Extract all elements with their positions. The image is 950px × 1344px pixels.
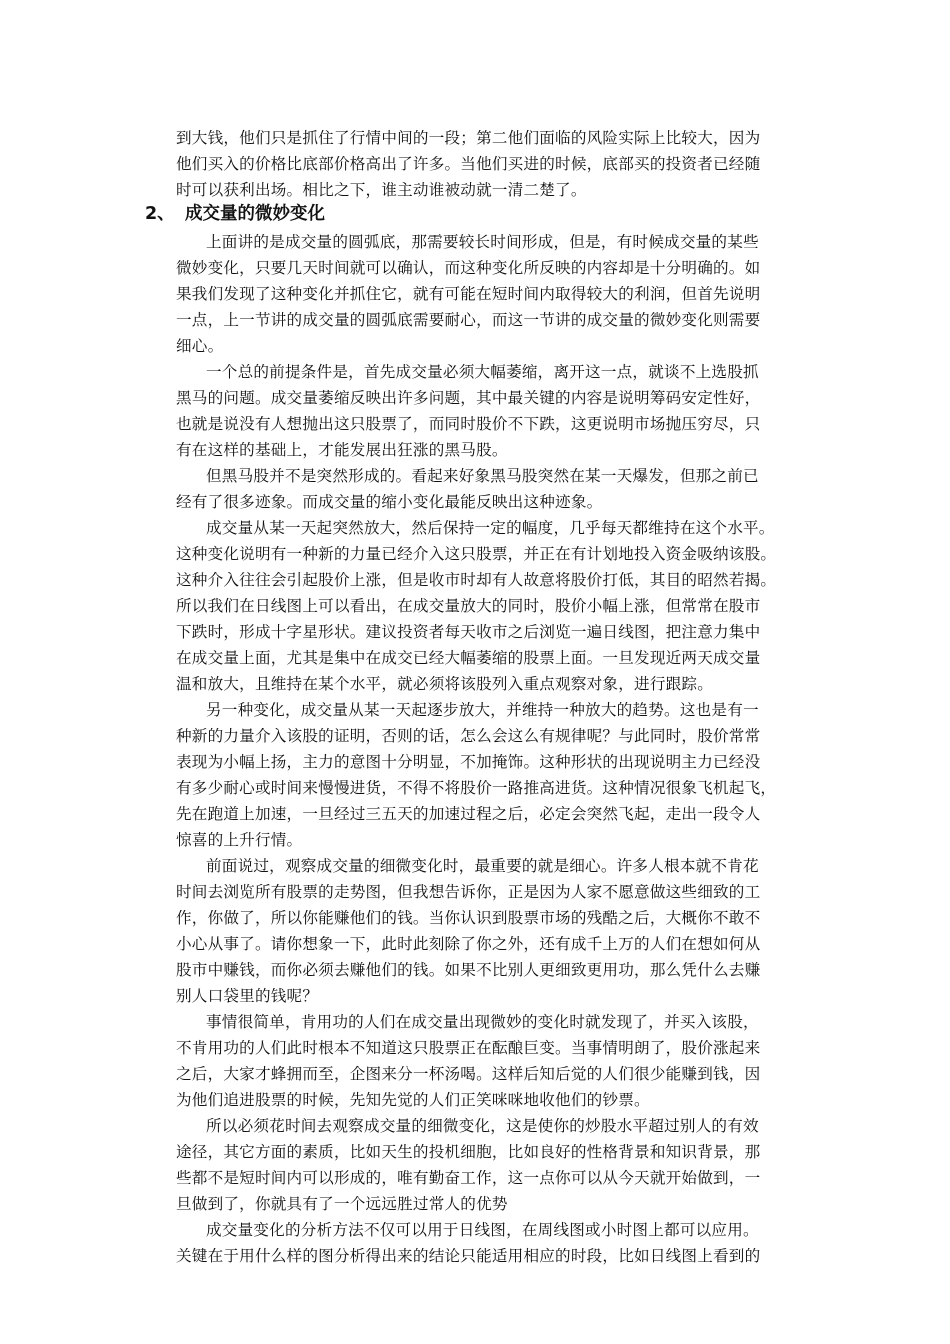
text-line: 到大钱，他们只是抓住了行情中间的一段；第二他们面临的风险实际上比较大，因为	[176, 129, 761, 147]
text-line: 先在跑道上加速，一旦经过三五天的加速过程之后，必定会突然飞起，走出一段令人	[176, 805, 761, 823]
text-line: 时间去浏览所有股票的走势图，但我想告诉你，正是因为人家不愿意做这些细致的工	[176, 883, 761, 901]
text-line: 种新的力量介入该股的证明，否则的话，怎么会这么有规律呢？与此同时，股价常常	[176, 727, 761, 745]
text-line: 些都不是短时间内可以形成的，唯有勤奋工作，这一点你可以从今天就开始做到，一	[176, 1169, 761, 1187]
text-line: 作，你做了，所以你能赚他们的钱。当你认识到股票市场的残酷之后，大概你不敢不	[176, 909, 761, 927]
text-line: 一点，上一节讲的成交量的圆弧底需要耐心，而这一节讲的成交量的微妙变化则需要	[176, 311, 761, 329]
text-line: 在成交量上面，尤其是集中在成交已经大幅萎缩的股票上面。一旦发现近两天成交量	[176, 649, 761, 667]
text-line: 股市中赚钱，而你必须去赚他们的钱。如果不比别人更细致更用功，那么凭什么去赚	[176, 961, 761, 979]
text-line: 时可以获利出场。相比之下，谁主动谁被动就一清二楚了。	[176, 181, 587, 199]
paragraph-first-line: 成交量从某一天起突然放大，然后保持一定的幅度，几乎每天都维持在这个水平。	[206, 519, 775, 537]
text-line: 别人口袋里的钱呢？	[176, 987, 319, 1005]
text-line: 细心。	[176, 337, 224, 355]
section-title: 成交量的微妙变化	[185, 204, 325, 224]
text-line: 这种变化说明有一种新的力量已经介入这只股票，并正在有计划地投入资金吸纳该股。	[176, 545, 777, 563]
text-line: 他们买入的价格比底部价格高出了许多。当他们买进的时候，底部买的投资者已经随	[176, 155, 761, 173]
text-line: 之后，大家才蜂拥而至，企图来分一杯汤喝。这样后知后觉的人们很少能赚到钱，因	[176, 1065, 761, 1083]
paragraph-first-line: 成交量变化的分析方法不仅可以用于日线图，在周线图或小时图上都可以应用。	[206, 1221, 759, 1239]
text-line: 经有了很多迹象。而成交量的缩小变化最能反映出这种迹象。	[176, 493, 603, 511]
text-line: 旦做到了，你就具有了一个远远胜过常人的优势	[176, 1195, 508, 1213]
text-line: 关键在于用什么样的图分析得出来的结论只能适用相应的时段，比如日线图上看到的	[176, 1247, 761, 1265]
text-line: 也就是说没有人想抛出这只股票了，而同时股价不下跌，这更说明市场抛压穷尽，只	[176, 415, 761, 433]
paragraph-first-line: 事情很简单，肯用功的人们在成交量出现微妙的变化时就发现了，并买入该股，	[206, 1013, 759, 1031]
paragraph-first-line: 前面说过，观察成交量的细微变化时，最重要的就是细心。许多人根本就不肯花	[206, 857, 759, 875]
text-line: 所以我们在日线图上可以看出，在成交量放大的同时，股价小幅上涨，但常常在股市	[176, 597, 761, 615]
text-line: 惊喜的上升行情。	[176, 831, 303, 849]
text-line: 黑马的问题。成交量萎缩反映出许多问题，其中最关键的内容是说明筹码安定性好，	[176, 389, 761, 407]
section-number: 2、	[145, 204, 175, 224]
paragraph-first-line: 所以必须花时间去观察成交量的细微变化，这是使你的炒股水平超过别人的有效	[206, 1117, 759, 1135]
text-line: 有在这样的基础上，才能发展出狂涨的黑马股。	[176, 441, 508, 459]
text-line: 有多少耐心或时间来慢慢进货，不得不将股价一路推高进货。这种情况很象飞机起飞，	[176, 779, 777, 797]
text-line: 温和放大，且维持在某个水平，就必须将该股列入重点观察对象，进行跟踪。	[176, 675, 713, 693]
text-line: 途径，其它方面的素质，比如天生的投机细胞，比如良好的性格背景和知识背景，那	[176, 1143, 761, 1161]
text-line: 为他们追进股票的时候，先知先觉的人们正笑咪咪地收他们的钞票。	[176, 1091, 650, 1109]
section-heading	[145, 200, 325, 228]
text-line: 表现为小幅上扬，主力的意图十分明显，不加掩饰。这种形状的出现说明主力已经没	[176, 753, 761, 771]
text-line: 果我们发现了这种变化并抓住它，就有可能在短时间内取得较大的利润，但首先说明	[176, 285, 761, 303]
paragraph-first-line: 一个总的前提条件是，首先成交量必须大幅萎缩，离开这一点，就谈不上选股抓	[206, 363, 759, 381]
text-line: 微妙变化，只要几天时间就可以确认，而这种变化所反映的内容却是十分明确的。如	[176, 259, 761, 277]
paragraph-first-line: 但黑马股并不是突然形成的。看起来好象黑马股突然在某一天爆发，但那之前已	[206, 467, 759, 485]
paragraph-first-line: 上面讲的是成交量的圆弧底，那需要较长时间形成，但是，有时候成交量的某些	[206, 233, 759, 251]
text-line: 下跌时，形成十字星形状。建议投资者每天收市之后浏览一遍日线图，把注意力集中	[176, 623, 761, 641]
paragraph-first-line: 另一种变化，成交量从某一天起逐步放大，并维持一种放大的趋势。这也是有一	[206, 701, 759, 719]
text-line: 小心从事了。请你想象一下，此时此刻除了你之外，还有成千上万的人们在想如何从	[176, 935, 761, 953]
text-line: 这种介入往往会引起股价上涨，但是收市时却有人故意将股价打低，其目的昭然若揭。	[176, 571, 777, 589]
text-line: 不肯用功的人们此时根本不知道这只股票正在酝酿巨变。当事情明朗了，股价涨起来	[176, 1039, 761, 1057]
